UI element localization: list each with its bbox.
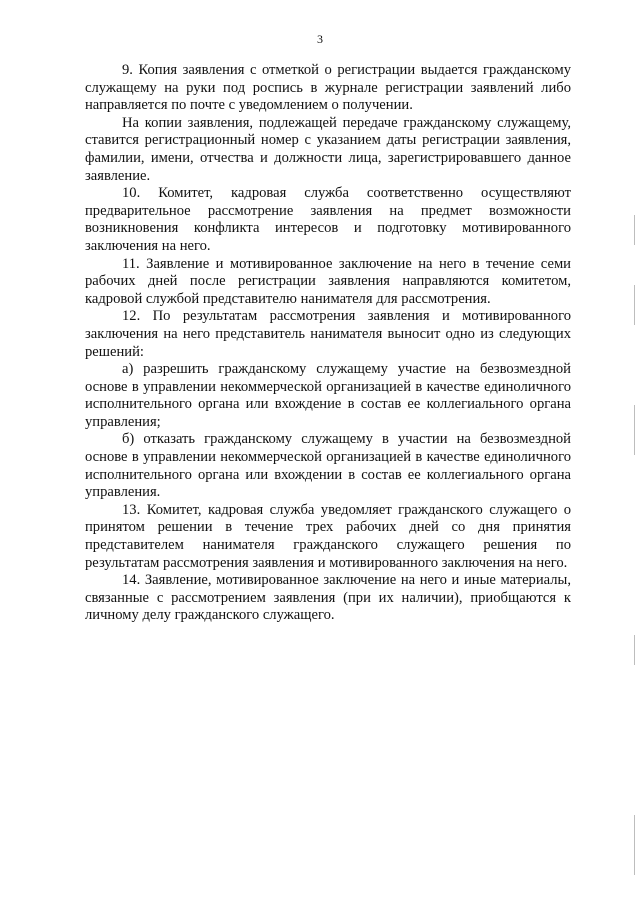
paragraph-12-option-b: б) отказать гражданскому служащему в участии на безвозмездной основе в управлении некоммерческой организацией в качестве единоличного исполнительного органа или вхождении в состав ее коллегиального органа управления. <box>85 431 571 501</box>
paragraph-12-option-a: а) разрешить гражданскому служащему участие на безвозмездной основе в управлении некоммерческой организацией в качестве единоличного исполнительного органа или вхождение в состав ее коллегиального органа управления; <box>85 361 571 430</box>
scan-edge-mark <box>634 215 635 245</box>
scan-edge-artifacts <box>634 215 636 895</box>
paragraph-11: 11. Заявление и мотивированное заключение на него в течение семи рабочих дней после регистрации заявления направляются комитетом, кадровой службой представителю нанимателя для рассмотрения. <box>85 255 571 307</box>
paragraph-10: 10. Комитет, кадровая служба соответственно осуществляют предварительное рассмотрение заявления на предмет возможности возникновения конфликта интересов и подготовку мотивированного заключения на него. <box>85 185 571 254</box>
paragraph-14: 14. Заявление, мотивированное заключение на него и иные материалы, связанные с рассмотрением заявления (при их наличии), приобщаются к личному делу гражданского служащего. <box>85 572 571 624</box>
scan-edge-mark <box>634 635 635 665</box>
scan-edge-mark <box>634 285 635 325</box>
scan-edge-mark <box>634 815 635 875</box>
document-body <box>85 62 571 625</box>
page-number: 3 <box>317 32 323 46</box>
paragraph-12: 12. По результатам рассмотрения заявления и мотивированного заключения на него представитель нанимателя выносит одно из следующих решений: <box>85 308 571 360</box>
scan-edge-mark <box>634 405 635 455</box>
paragraph-9-copy-registration: На копии заявления, подлежащей передаче гражданскому служащему, ставится регистрационный номер с указанием даты регистрации заявления, фамилии, имени, отчества и должности лица, зарегистрировавшего данное заявление. <box>85 114 571 184</box>
paragraph-13: 13. Комитет, кадровая служба уведомляет гражданского служащего о принятом решении в течение трех рабочих дней со дня принятия представителем нанимателя гражданского служащего решения по результатам рассмотрения заявления и мотивированного заключения на него. <box>85 501 571 571</box>
paragraph-9: 9. Копия заявления с отметкой о регистрации выдается гражданскому служащему на руки под роспись в журнале регистрации заявлений либо направляется по почте с уведомлением о получении. <box>85 62 571 114</box>
